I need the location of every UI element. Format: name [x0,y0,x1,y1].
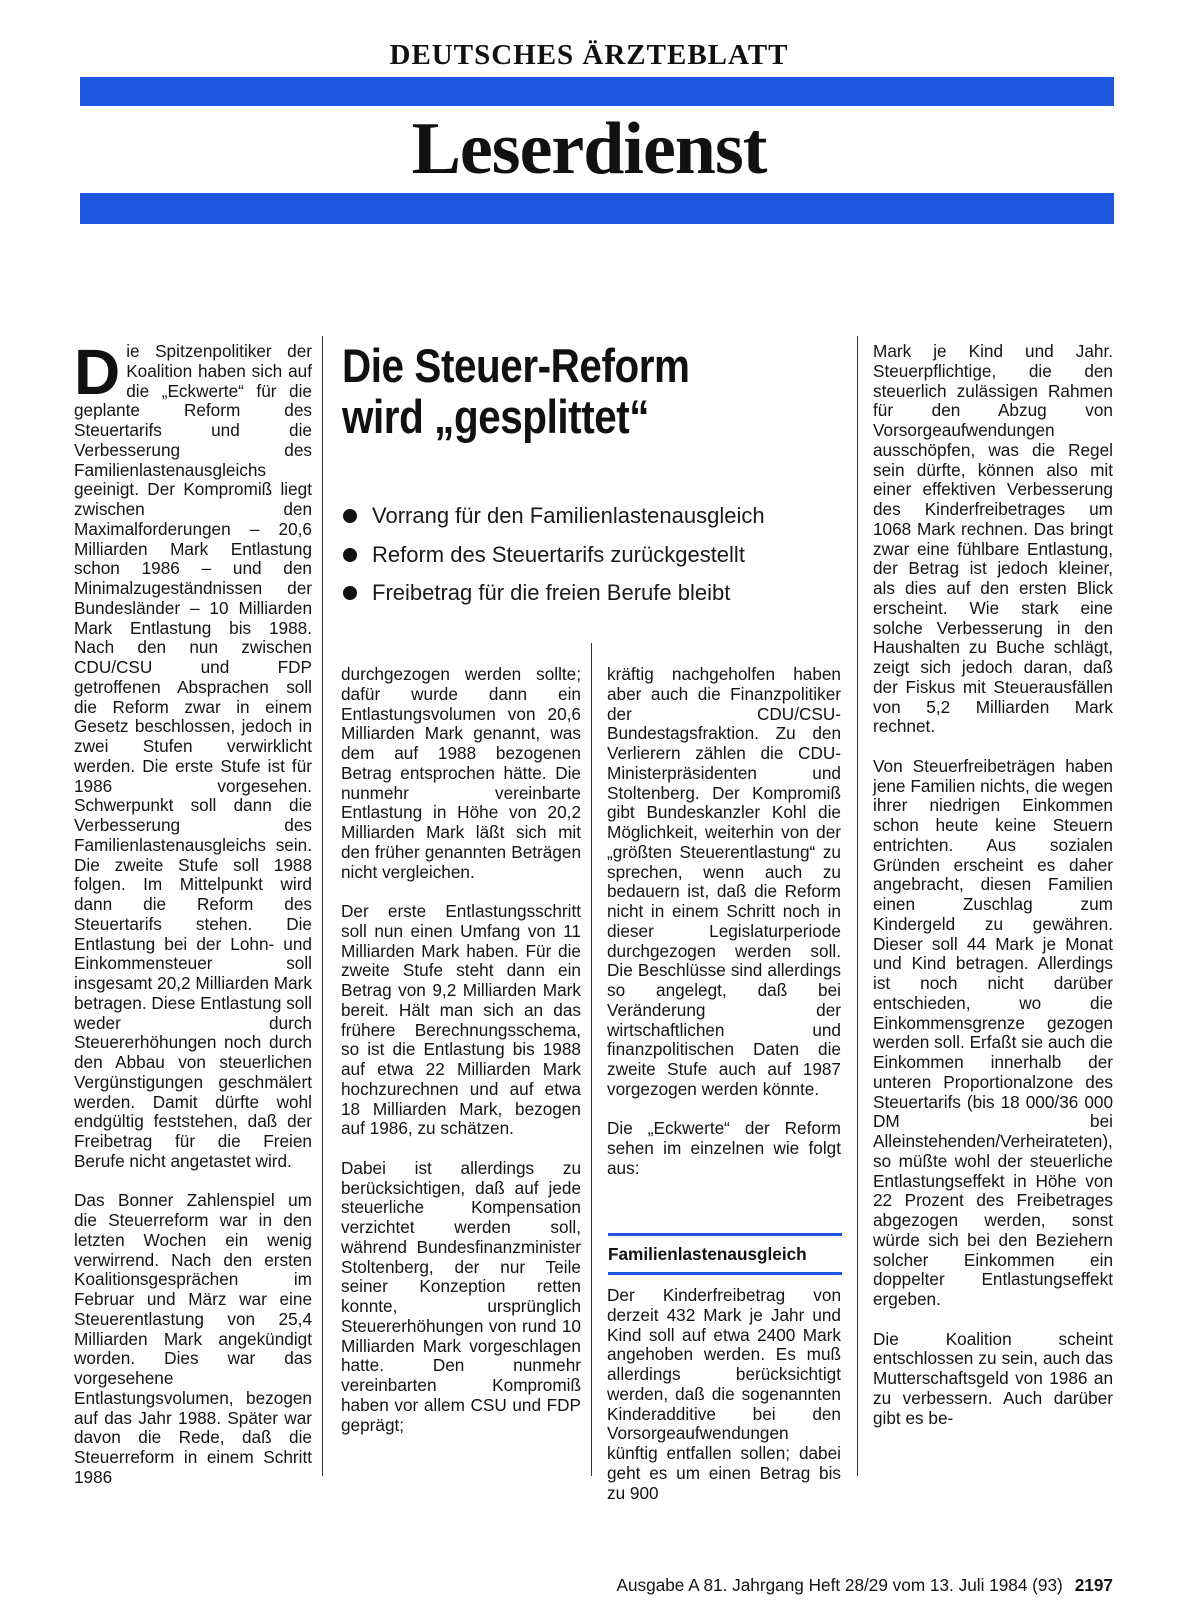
column-rule [591,643,592,1476]
article-paragraph: kräftig nachgeholfen haben aber auch die Finanzpolitiker der CDU/CSU-Bundestagsfraktion. Zu den Verlierern zählen die CDU-Ministerpräsidenten und Stoltenberg. Der Kompromiß gibt Bundeskanzler Kohl die Möglichkeit, weiterhin von der „größten Steuerentlastung“ zu sprechen, wenn auch zu bedauern ist, daß die Reform nicht in einem Schritt noch in dieser Legislaturperiode durchgezogen werden soll. Die Beschlüsse sind allerdings so angelegt, daß bei Veränderung der wirtschaftlichen und finanzpolitischen Daten die zweite Stufe auch auf 1987 vorgezogen werden könnte. [607,664,841,1099]
article-paragraph: Der Kinderfreibetrag von derzeit 432 Mark je Jahr und Kind soll auf etwa 2400 Mark angehoben werden. Es muß allerdings berücksichtigt werden, daß die sogenannten Kinderadditive bei den Vorsorgeaufwendungen künftig entfallen sollen; dabei geht es um einen Betrag bis zu 900 [607,1285,841,1503]
section-title: Leserdienst [411,108,767,190]
issue-info: Ausgabe A 81. Jahrgang Heft 28/29 vom 13. Juli 1984 (93) [616,1575,1063,1595]
masthead-bottom-bar [80,193,1114,224]
subhead-top-rule [608,1233,842,1236]
masthead: DEUTSCHES ÄRZTEBLATT [389,39,789,71]
article-column-4 [873,342,1113,1428]
paragraph-text: ie Spitzenpolitiker der Koalition haben sich auf die „Eckwerte“ für die geplante Reform des Steuertarifs und die Verbesserung des Familienlastenausgleichs geeinigt. Der Kompromiß liegt zwischen den Maximalforderungen – 20,6 Milliarden Mark Entlastung schon 1986 – und den Minimalzugeständnissen der Bundesländer – 10 Milliarden Mark Entlastung bis 1988. Nach den nun zwischen CDU/CSU und FDP getroffenen Absprachen soll die Reform zwar in einem Gesetz beschlossen, jedoch in zwei Stufen verwirklicht werden. Die erste Stufe ist für 1986 vorgesehen. Schwerpunkt soll dann die Verbesserung des Familienlastenausgleichs sein. Die zweite Stufe soll 1988 folgen. Im Mittelpunkt wird dann die Reform des Steuertarifs stehen. Die Entlastung bei der Lohn- und Einkommensteuer soll insgesamt 20,2 Milliarden Mark betragen. Diese Entlastung soll weder durch Steuererhöhungen noch durch den Abbau von steuerlichen Vergünstigungen geschmälert werden. Damit dürfte wohl endgültig feststehen, daß der Freibetrag für die Freien Berufe nicht angetastet wird. [74,341,312,1171]
subhead-bottom-rule [608,1272,842,1275]
bullet-icon [343,509,357,523]
bullet-text: Freibetrag für die freien Berufe bleibt [372,580,731,606]
bullet-text: Vorrang für den Familienlastenausgleich [372,503,765,529]
bullet-icon [343,548,357,562]
bullet-icon [343,586,357,600]
dropcap: D [74,336,121,408]
article-paragraph: Mark je Kind und Jahr. Steuerpflichtige, die den steuerlich zulässigen Rahmen für den Abzug von Vorsorgeaufwendungen ausschöpfen, was die Regel sein dürfte, können also mit einer effektiven Verbesserung des Kinderfreibetrages um 1068 Mark rechnen. Das bringt zwar eine fühlbare Entlastung, der Betrag ist jedoch kleiner, als dies auf den ersten Blick erscheint. Wie stark eine solche Verbesserung in den Haushalten zu Buche schlägt, zeigt sich jedoch daran, daß der Fiskus mit Steuerausfällen von 5,2 Milliarden Mark rechnet. [873,341,1113,737]
article-paragraph: Der erste Entlastungsschritt soll nun einen Umfang von 11 Milliarden Mark haben. Für die zweite Stufe steht dann ein Betrag von 9,2 Milliarden Mark bereit. Hält man sich an das frühere Berechnungsschema, so ist die Entlastung bis 1988 auf etwa 22 Milliarden Mark hochzurechnen und auf etwa 18 Milliarden Mark, bezogen auf 1986, zu schätzen. [341,901,581,1139]
article-column-1 [74,336,312,1488]
article-paragraph: Die Koalition scheint entschlossen zu sein, auch das Mutterschaftsgeld von 1986 an zu verbessern. Auch darüber gibt es be- [873,1328,1113,1428]
headline: Die Steuer-Reform wird „gesplittet“ [342,339,690,443]
article-paragraph [74,336,312,1172]
subhead: Familienlastenausgleich [608,1244,807,1264]
article-paragraph: Von Steuerfreibeträgen haben jene Familien nichts, die wegen ihrer niedrigen Einkommen schon heute keine Steuern entrichten. Aus sozialen Gründen erscheint es daher angebracht, diesen Familien einen Zuschlag zum Kindergeld zu gewähren. Dieser soll 44 Mark je Monat und Kind betragen. Allerdings ist noch nicht darüber entschieden, wo die Einkommensgrenze gezogen werden soll. Erfaßt sie auch die Einkommen innerhalb der unteren Proportionalzone des Steuertarifs (bis 18 000/36 000 DM bei Alleinstehenden/Verheirateten), so müßte wohl der steuerliche Entlastungseffekt in Höhe von 22 Prozent des Freibetrages abgezogen werden, sonst würde sich bei den Beziehern solcher Einkommen ein doppelter Entlastungseffekt ergeben. [873,755,1113,1309]
column-rule [322,336,323,1476]
bullet-list [343,497,843,613]
article-paragraph: Dabei ist allerdings zu berücksichtigen, daß auf jede steuerliche Kompensation verzichtet werden soll, während Bundesfinanzminister Stoltenberg, der nur Teile seiner Konzeption retten konnte, ursprünglich Steuererhöhungen von rund 10 Milliarden Mark vorgeschlagen hatte. Den nunmehr vereinbarten Kompromiß haben vor allem CSU und FDP geprägt; [341,1157,581,1435]
article-paragraph: durchgezogen werden sollte; dafür wurde dann ein Entlastungsvolumen von 20,6 Milliarden Mark genannt, was dem auf 1988 bezogenen Betrag entsprochen hätte. Die nunmehr vereinbarte Entlastung in Höhe von 20,2 Milliarden Mark läßt sich mit den früher genannten Beträgen nicht vergleichen. [341,664,581,882]
bullet-text: Reform des Steuertarifs zurückgestellt [372,541,745,567]
article-paragraph: Die „Eckwerte“ der Reform sehen im einzelnen wie folgt aus: [607,1118,841,1178]
masthead-top-bar [80,77,1114,106]
page-footer [523,1574,1113,1596]
article-column-3 [607,665,841,1179]
article-paragraph: Das Bonner Zahlenspiel um die Steuerreform war in den letzten Wochen ein wenig verwirrend. Nach den ersten Koalitionsgesprächen im Februar und März war eine Steuerentlastung von 25,4 Milliarden Mark angekündigt worden. Dies war das vorgesehene Entlastungsvolumen, bezogen auf das Jahr 1988. Später war davon die Rede, daß die Steuerreform in einem Schritt 1986 [74,1190,312,1487]
bullet-item [343,574,843,613]
bullet-item [343,536,843,575]
bullet-item [343,497,843,536]
page-number: 2197 [1074,1575,1113,1595]
column-rule [857,336,858,1476]
article-column-3-continued [607,1286,841,1503]
article-column-2 [341,665,581,1435]
